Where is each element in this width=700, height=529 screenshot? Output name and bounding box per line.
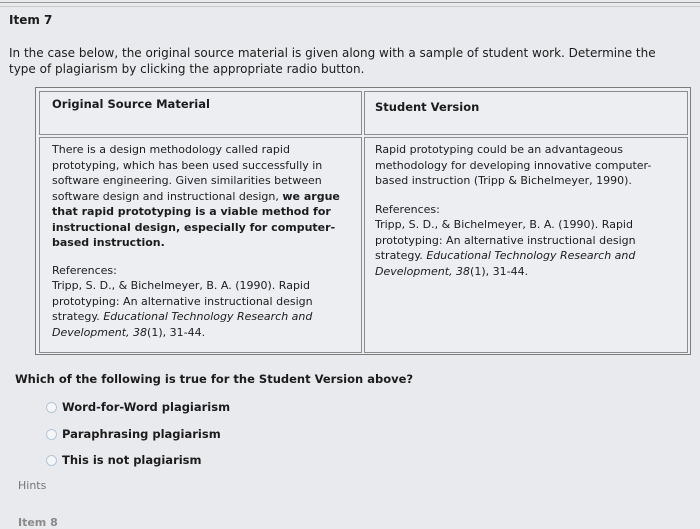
original-references-label: References: <box>52 264 117 277</box>
original-source-cell <box>39 137 362 353</box>
option-not-plagiarism-label[interactable]: This is not plagiarism <box>62 453 202 467</box>
student-paragraph: Rapid prototyping could be an advantageous methodology for developing innovative computer-based instruction (Tripp & Bichelmeyer, 1990). <box>375 143 652 187</box>
radio-word-for-word[interactable] <box>46 402 57 413</box>
original-ref-text: Tripp, S. D., & Bichelmeyer, B. A. (1990). Rapid prototyping: An alternative instructional design strategy. <box>52 279 313 323</box>
original-paragraph <box>52 142 357 251</box>
original-header: Original Source Material <box>52 97 210 111</box>
original-ref-tail: (1), 31-44. <box>147 325 206 339</box>
option-paraphrasing-label[interactable]: Paraphrasing plagiarism <box>62 427 221 441</box>
student-ref-journal: Educational Technology Research and Development, 38 <box>375 249 636 278</box>
item-title: Item 7 <box>9 13 53 27</box>
radio-not-plagiarism[interactable] <box>46 455 57 466</box>
option-word-for-word[interactable] <box>46 400 230 414</box>
comparison-table <box>35 87 691 355</box>
original-paragraph-bold: we argue that rapid prototyping is a viable method for instructional design, especially for computer-based instruction. <box>52 189 340 249</box>
student-ref-text: Tripp, S. D., & Bichelmeyer, B. A. (1990). Rapid prototyping: An alternative instructional design strategy. <box>375 218 636 262</box>
original-header-cell <box>39 91 362 135</box>
option-word-for-word-label[interactable]: Word-for-Word plagiarism <box>62 400 231 414</box>
hints-link[interactable]: Hints <box>18 479 47 492</box>
original-reference-citation <box>52 278 357 340</box>
student-reference-citation <box>375 217 680 279</box>
option-not-plagiarism[interactable] <box>46 453 202 467</box>
original-ref-journal: Educational Technology Research and Development, 38 <box>52 310 313 339</box>
instructions-text: In the case below, the original source material is given along with a sample of student work. Determine the type of plagiarism by clicking the appropriate radio button. <box>9 46 656 76</box>
student-header-cell <box>364 91 688 135</box>
student-header: Student Version <box>375 100 480 114</box>
student-version-cell <box>364 137 688 353</box>
student-ref-tail: (1), 31-44. <box>470 264 529 278</box>
top-divider <box>0 2 700 3</box>
next-item-title: Item 8 <box>18 516 58 529</box>
top-divider-secondary <box>0 6 700 7</box>
radio-paraphrasing[interactable] <box>46 429 57 440</box>
question-text: Which of the following is true for the Student Version above? <box>15 372 414 386</box>
original-paragraph-plain: There is a design methodology called rapid prototyping, which has been used successfully in software engineering. Given similarities between software design and instructional design, <box>52 143 323 203</box>
student-references-label: References: <box>375 203 440 216</box>
option-paraphrasing[interactable] <box>46 427 221 441</box>
